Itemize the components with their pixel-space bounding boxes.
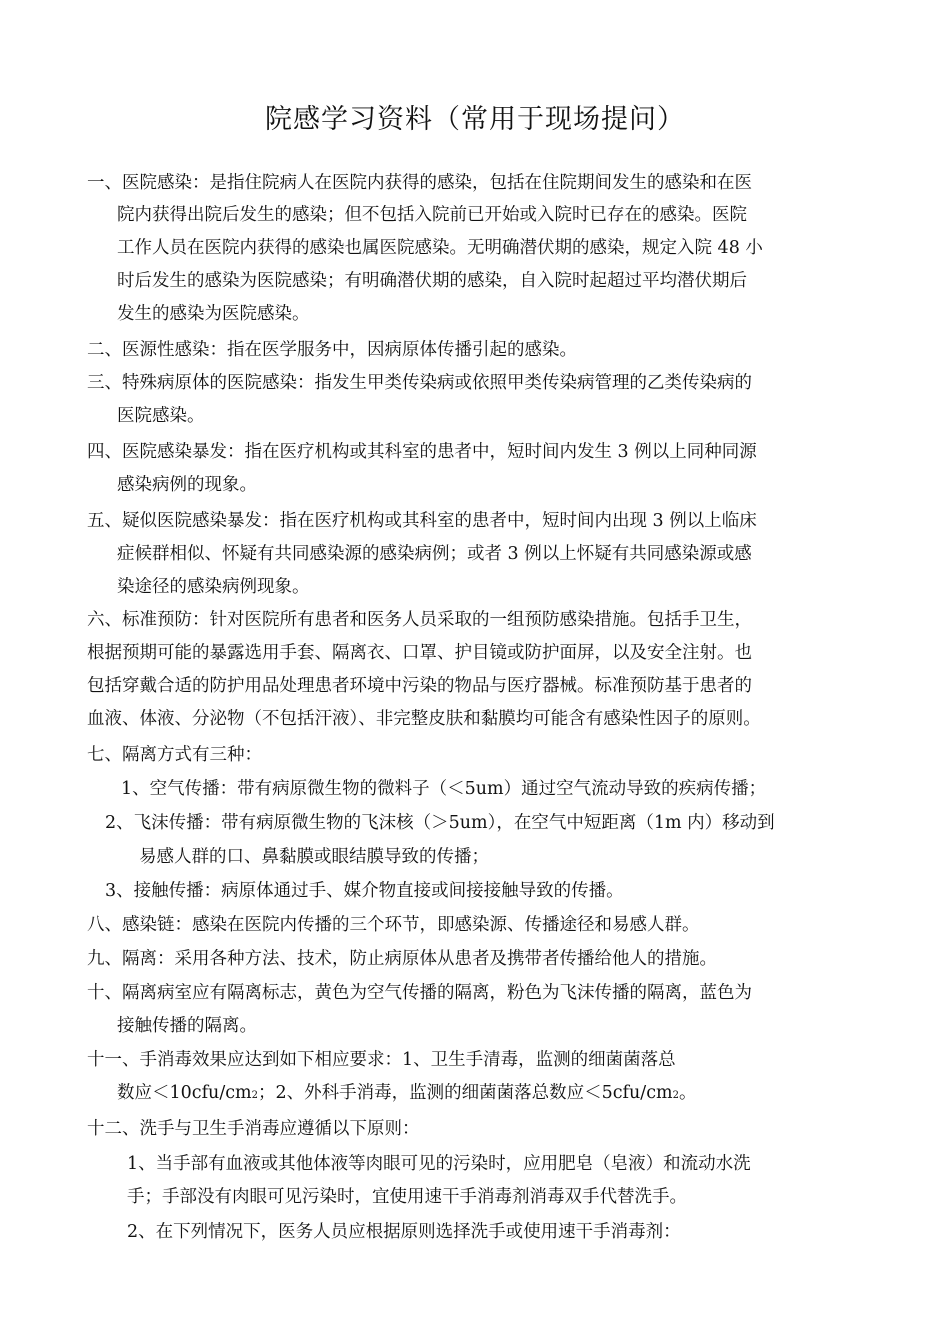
paragraph-line: 接触传播的隔离。 [117, 1016, 257, 1036]
paragraph-line: 十一、手消毒效果应达到如下相应要求：1、卫生手清毒，监测的细菌菌落总 [87, 1050, 676, 1070]
paragraph-line: 3、接触传播：病原体通过手、媒介物直接或间接接触导致的传播。 [105, 881, 624, 901]
paragraph-line: 1、空气传播：带有病原微生物的微料子（＜5um）通过空气流动导致的疾病传播； [121, 779, 767, 799]
text-segment: 。 [678, 1083, 697, 1103]
paragraph-line: 三、特殊病原体的医院感染：指发生甲类传染病或依照甲类传染病管理的乙类传染病的 [87, 373, 752, 393]
paragraph-line: 七、隔离方式有三种： [87, 745, 262, 765]
text-segment: 数应＜10cfu/cm [117, 1083, 252, 1103]
paragraph-line: 院内获得出院后发生的感染；但不包括入院前已开始或入院时已存在的感染。医院 [117, 205, 747, 225]
paragraph-line: 工作人员在医院内获得的感染也属医院感染。无明确潜伏期的感染，规定入院 48 小 [117, 238, 763, 258]
paragraph-line: 1、当手部有血液或其他体液等肉眼可见的污染时，应用肥皂（皂液）和流动水洗 [127, 1154, 751, 1174]
paragraph-line: 2、飞沫传播：带有病原微生物的飞沫核（＞5um），在空气中短距离（1m 内）移动到 [105, 813, 775, 833]
paragraph-line: 十二、洗手与卫生手消毒应遵循以下原则： [87, 1119, 420, 1139]
paragraph-line: 易感人群的口、鼻黏膜或眼结膜导致的传播； [139, 847, 489, 867]
paragraph-line: 医院感染。 [117, 406, 205, 426]
paragraph-line: 六、标准预防：针对医院所有患者和医务人员采取的一组预防感染措施。包括手卫生， [87, 610, 752, 630]
document-title: 院感学习资料（常用于现场提问） [265, 104, 685, 135]
paragraph-line: 二、医源性感染：指在医学服务中，因病原体传播引起的感染。 [87, 340, 577, 360]
paragraph-line: 九、隔离：采用各种方法、技术，防止病原体从患者及携带者传播给他人的措施。 [87, 949, 717, 969]
paragraph-line: 八、感染链：感染在医院内传播的三个环节，即感染源、传播途径和易感人群。 [87, 915, 700, 935]
paragraph-line: 手；手部没有肉眼可见污染时，宜使用速干手消毒剂消毒双手代替洗手。 [127, 1187, 687, 1207]
paragraph-line: 染途径的感染病例现象。 [117, 577, 310, 597]
paragraph-line: 时后发生的感染为医院感染；有明确潜伏期的感染，自入院时起超过平均潜伏期后 [117, 271, 747, 291]
paragraph-line: 血液、体液、分泌物（不包括汗液）、非完整皮肤和黏膜均可能含有感染性因子的原则。 [87, 709, 761, 729]
paragraph-line: 五、疑似医院感染暴发：指在医疗机构或其科室的患者中，短时间内出现 3 例以上临床 [87, 511, 757, 531]
paragraph-line: 发生的感染为医院感染。 [117, 304, 310, 324]
paragraph-line: 感染病例的现象。 [117, 475, 257, 495]
paragraph-line: 包括穿戴合适的防护用品处理患者环境中污染的物品与医疗器械。标准预防基于患者的 [87, 676, 752, 696]
paragraph-line: 2、在下列情况下，医务人员应根据原则选择洗手或使用速干手消毒剂： [127, 1222, 681, 1242]
subscript: 2 [672, 1090, 679, 1101]
paragraph-line: 四、医院感染暴发：指在医疗机构或其科室的患者中，短时间内发生 3 例以上同种同源 [87, 442, 757, 462]
paragraph-line: 症候群相似、怀疑有共同感染源的感染病例；或者 3 例以上怀疑有共同感染源或感 [117, 544, 752, 564]
paragraph-line: 根据预期可能的暴露选用手套、隔离衣、口罩、护目镜或防护面屏，以及安全注射。也 [87, 643, 752, 663]
subscript: 2 [251, 1090, 258, 1101]
paragraph-line: 一、医院感染：是指住院病人在医院内获得的感染，包括在住院期间发生的感染和在医 [87, 173, 752, 193]
text-segment: ；2、外科手消毒，监测的细菌菌落总数应＜5cfu/cm [257, 1083, 673, 1103]
paragraph-line-hand-hygiene-requirements [117, 1081, 696, 1108]
paragraph-line: 十、隔离病室应有隔离标志，黄色为空气传播的隔离，粉色为飞沫传播的隔离，蓝色为 [87, 983, 752, 1003]
